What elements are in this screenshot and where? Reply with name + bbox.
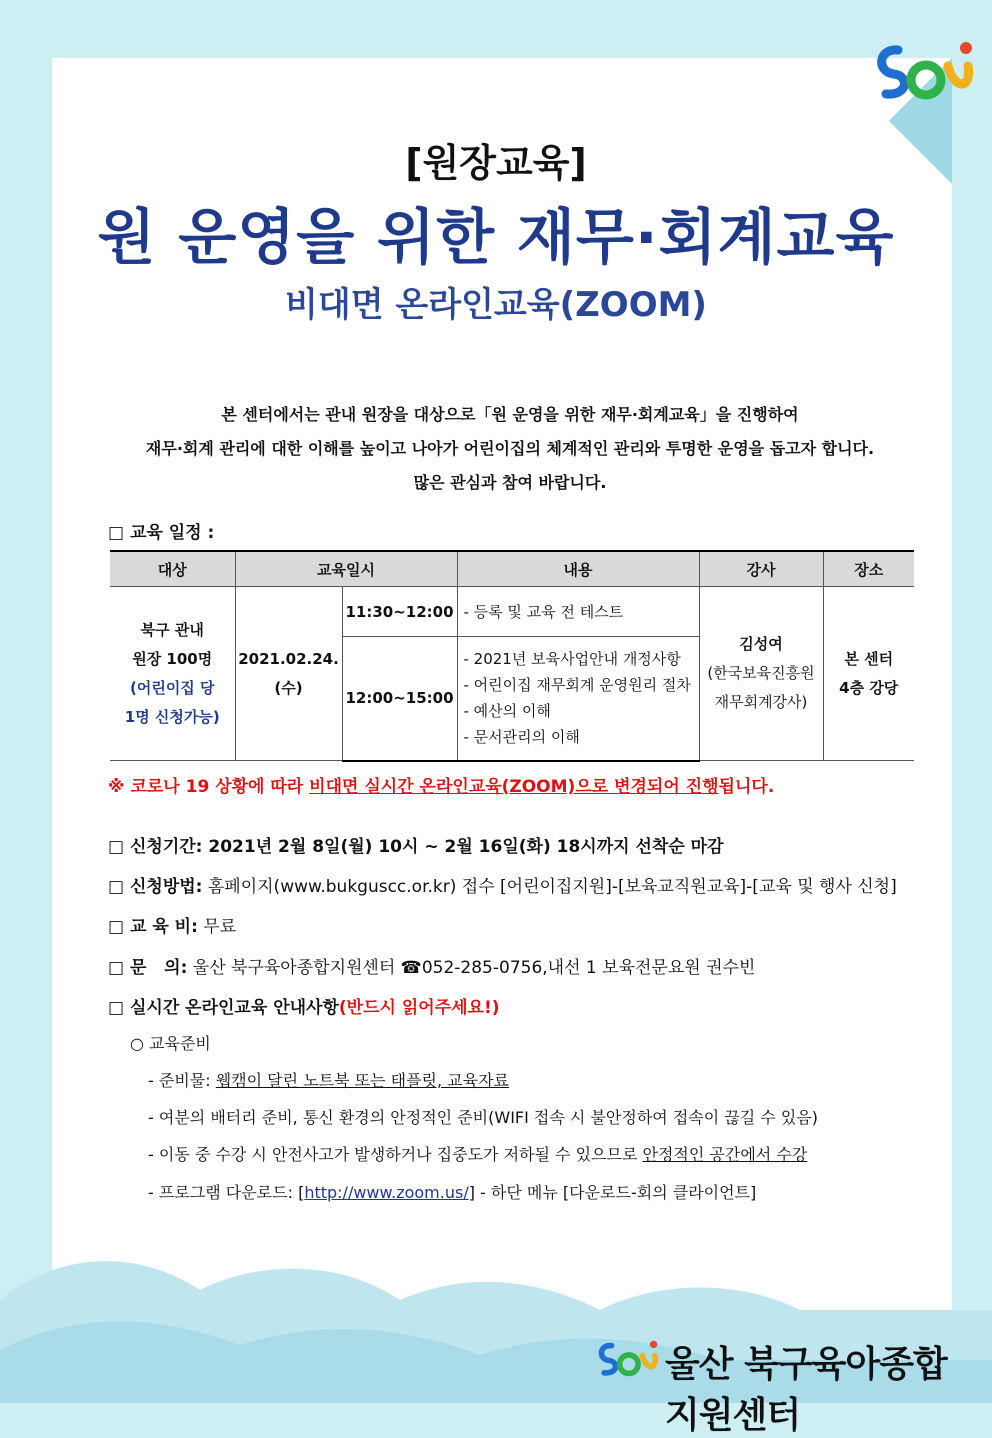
intro-line-1: 본 센터에서는 관내 원장을 대상으로「원 운영을 위한 재무·회계교육」을 진행하여 — [221, 405, 799, 424]
fee-info — [108, 912, 236, 937]
footer-org-name: 울산 북구육아종합지원센터 — [665, 1344, 947, 1436]
intro-line-2: 재무·회계 관리에 대한 이해를 높이고 나아가 어린이집의 체계적인 관리와 투명한 운영을 돕고자 합니다. — [145, 439, 875, 458]
content-cell-2 — [457, 637, 699, 761]
page-title-bracket: [원장교육] — [405, 141, 587, 185]
date-cell — [235, 587, 342, 761]
col-header-target: 대상 — [110, 551, 235, 587]
target-line-4: 1명 신청가능) — [124, 707, 220, 726]
notice-underlined: 비대면 실시간 온라인교육(ZOOM)으로 변경되어 진행 — [309, 777, 719, 797]
page-subtitle: 비대면 온라인교육(ZOOM) — [285, 285, 707, 325]
prep-item-4-prefix: - 프로그램 다운로드: [ — [148, 1183, 305, 1202]
date-line-2: (수) — [274, 678, 303, 697]
apply-method — [108, 872, 897, 897]
time-cell-1: 11:30~12:00 — [342, 587, 457, 637]
lecturer-role: 재무회계강사) — [714, 693, 808, 711]
center-logo-icon — [868, 30, 978, 110]
date-line-1: 2021.02.24. — [238, 649, 339, 668]
zoom-download-link[interactable]: http://www.zoom.us/ — [304, 1183, 469, 1202]
time-cell-2: 12:00~15:00 — [342, 637, 457, 761]
method-value: 홈페이지(www.bukguscc.or.kr) 접수 [어린이집지원]-[보육교직원교육]-[교육 및 행사 신청] — [202, 877, 897, 897]
online-guide-heading — [108, 993, 499, 1018]
schedule-heading: □ 교육 일정 : — [108, 523, 215, 543]
target-line-1: 북구 관내 — [140, 620, 204, 639]
prep-item-1 — [148, 1068, 509, 1091]
prep-item-1-underlined: 웹캠이 달린 노트북 또는 태플릿, 교육자료 — [215, 1071, 509, 1090]
col-header-datetime: 교육일시 — [235, 551, 457, 587]
prep-item-3 — [148, 1142, 807, 1165]
covid-notice — [108, 772, 774, 797]
prep-item-2: - 여분의 배터리 준비, 통신 환경의 안정적인 준비(WIFI 접속 시 불안정하여 접속이 끊길 수 있음) — [148, 1108, 818, 1127]
content-item: - 예산의 이해 — [463, 702, 551, 721]
footer-logo-icon — [593, 1330, 661, 1386]
col-header-lecturer: 강사 — [699, 551, 823, 587]
contact-label: □ 문 의: — [108, 958, 188, 978]
prep-item-3-prefix: - 이동 중 수강 시 안전사고가 발생하거나 집중도가 저하될 수 있으므로 — [148, 1145, 643, 1164]
content-item: - 2021년 보육사업안내 개정사항 — [463, 650, 681, 669]
content-cell-1: - 등록 및 교육 전 테스트 — [457, 587, 699, 637]
col-header-content: 내용 — [457, 551, 699, 587]
guide-label: □ 실시간 온라인교육 안내사항 — [108, 998, 339, 1018]
lecturer-name: 김성여 — [739, 635, 783, 653]
method-label: □ 신청방법: — [108, 877, 203, 897]
guide-warning: (반드시 읽어주세요!) — [338, 998, 500, 1018]
schedule-table — [110, 550, 914, 762]
notice-suffix: 됩니다. — [718, 777, 775, 797]
target-line-3: (어린이집 당 — [129, 678, 215, 697]
content-item: - 문서관리의 이해 — [463, 728, 580, 747]
target-cell — [110, 587, 235, 761]
place-cell — [823, 587, 914, 761]
prep-item-4 — [148, 1180, 756, 1203]
page-title-main: 원 운영을 위한 재무·회계교육 — [97, 203, 895, 273]
prep-item-3-underlined: 안정적인 공간에서 수강 — [642, 1145, 808, 1164]
content-item: - 어린이집 재무회계 운영원리 절차 — [463, 676, 691, 695]
apply-period: □ 신청기간: 2021년 2월 8일(월) 10시 ~ 2월 16일(화) 18시까지 선착순 마감 — [108, 837, 724, 857]
footer-logo — [593, 1330, 963, 1436]
intro-paragraph — [100, 398, 920, 500]
table-row — [110, 587, 914, 637]
intro-line-3: 많은 관심과 참여 바랍니다. — [413, 473, 607, 492]
table-header-row — [110, 551, 914, 587]
prep-item-4-suffix: ] - 하단 메뉴 [다운로드-회의 클라이언트] — [468, 1183, 757, 1202]
prep-item-1-prefix: - 준비물: — [148, 1071, 216, 1090]
notice-prefix: ※ 코로나 19 상황에 따라 — [108, 777, 310, 797]
col-header-place: 장소 — [823, 551, 914, 587]
fee-label: □ 교 육 비: — [108, 917, 198, 937]
lecturer-cell — [699, 587, 823, 761]
contact-value: 울산 북구육아종합지원센터 ☎052-285-0756,내선 1 보육전문요원 권수빈 — [187, 958, 756, 978]
prep-heading: ○ 교육준비 — [130, 1034, 211, 1053]
lecturer-org: (한국보육진흥원 — [707, 664, 815, 682]
fee-value: 무료 — [197, 917, 237, 937]
place-line-1: 본 센터 — [844, 649, 894, 668]
contact-info — [108, 953, 755, 978]
target-line-2: 원장 100명 — [132, 649, 213, 668]
place-line-2: 4층 강당 — [839, 678, 899, 697]
